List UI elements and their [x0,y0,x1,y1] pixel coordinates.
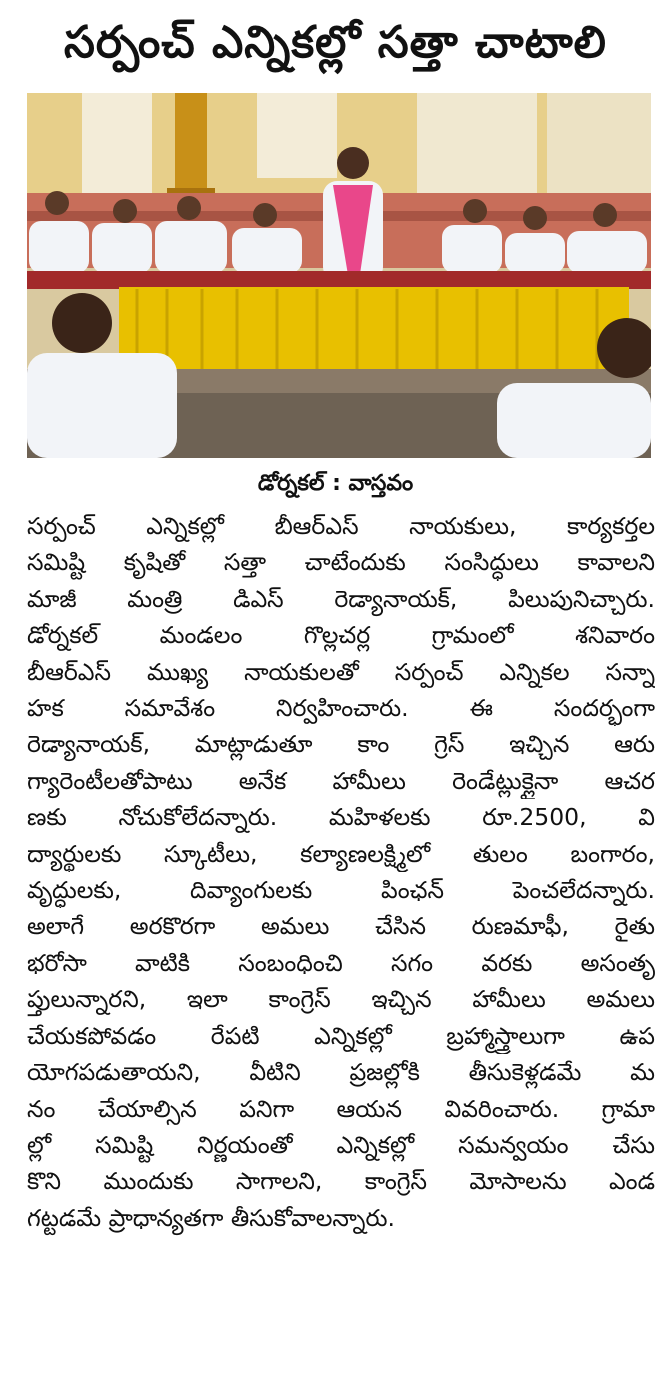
body-line: నం చేయాల్సిన పనిగా ఆయన వివరించారు. గ్రామా [27,1094,655,1123]
body-line: ద్యార్థులకు స్కూటీలు, కల్యాణలక్ష్మిలో తులం బంగారం, [27,839,655,868]
body-line: గట్టడమే ప్రాధాన్యతగా తీసుకోవాలన్నారు. [27,1203,395,1232]
news-photo [27,93,651,458]
body-line: డోర్నకల్ మండలం గొల్లచర్ల గ్రామంలో శనివారం [27,621,655,650]
body-line: రెడ్యానాయక్, మాట్లాడుతూ కాం గ్రెస్ ఇచ్చిన ఆరు [27,730,655,759]
body-line: ణకు నోచుకోలేదన్నారు. మహిళలకు రూ.2500, వి [27,803,655,832]
article-body [27,508,655,1236]
photo-caption: డోర్నకల్ : వాస్తవం [257,471,414,496]
body-line: అలాగే అరకొరగా అమలు చేసిన రుణమాఫీ, రైతు [27,912,655,941]
body-line: ప్తులున్నారని, ఇలా కాంగ్రెస్ ఇచ్చిన హామీలు అమలు [27,985,655,1014]
body-line: కొని ముందుకు సాగాలని, కాంగ్రెస్ మోసాలను ఎండ [27,1167,655,1196]
body-line: సర్పంచ్ ఎన్నికల్లో బీఆర్ఎస్ నాయకులు, కార్యకర్తల [27,512,655,540]
body-line: మాజీ మంత్రి డిఎస్ రెడ్యానాయక్, పిలుపునిచ్చారు. [27,584,655,613]
body-line: గ్యారెంటీలతోపాటు అనేక హామీలు రెండేట్లుక్లైనా ఆచర [27,766,655,795]
body-line: బీఆర్ఎస్ ముఖ్య నాయకులతో సర్పంచ్ ఎన్నికల సన్నా [27,657,655,686]
body-line: యోగపడుతాయని, వీటిని ప్రజల్లోకి తీసుకెళ్లడమే మ [27,1058,655,1087]
body-line: సమిష్టి కృషితో సత్తా చాటేందుకు సంసిద్ధులు కావాలని [27,548,655,577]
body-line: చేయకపోవడం రేపటి ఎన్నికల్లో బ్రహ్మాస్త్రాలుగా ఉప [27,1021,655,1050]
headline: సర్పంచ్ ఎన్నికల్లో సత్తా చాటాలి [64,17,607,68]
body-line: ల్లో సమిష్టి నిర్ణయంతో ఎన్నికల్లో సమన్వయం చేసు [27,1130,655,1159]
body-line: వృద్ధులకు, దివ్యాంగులకు పింఛన్ పెంచలేదన్నారు. [27,876,655,905]
body-line: హక సమావేశం నిర్వహించారు. ఈ సందర్భంగా [27,694,655,723]
body-line: భరోసా వాటికి సంబంధించి సగం వరకు అసంతృ [27,948,655,977]
